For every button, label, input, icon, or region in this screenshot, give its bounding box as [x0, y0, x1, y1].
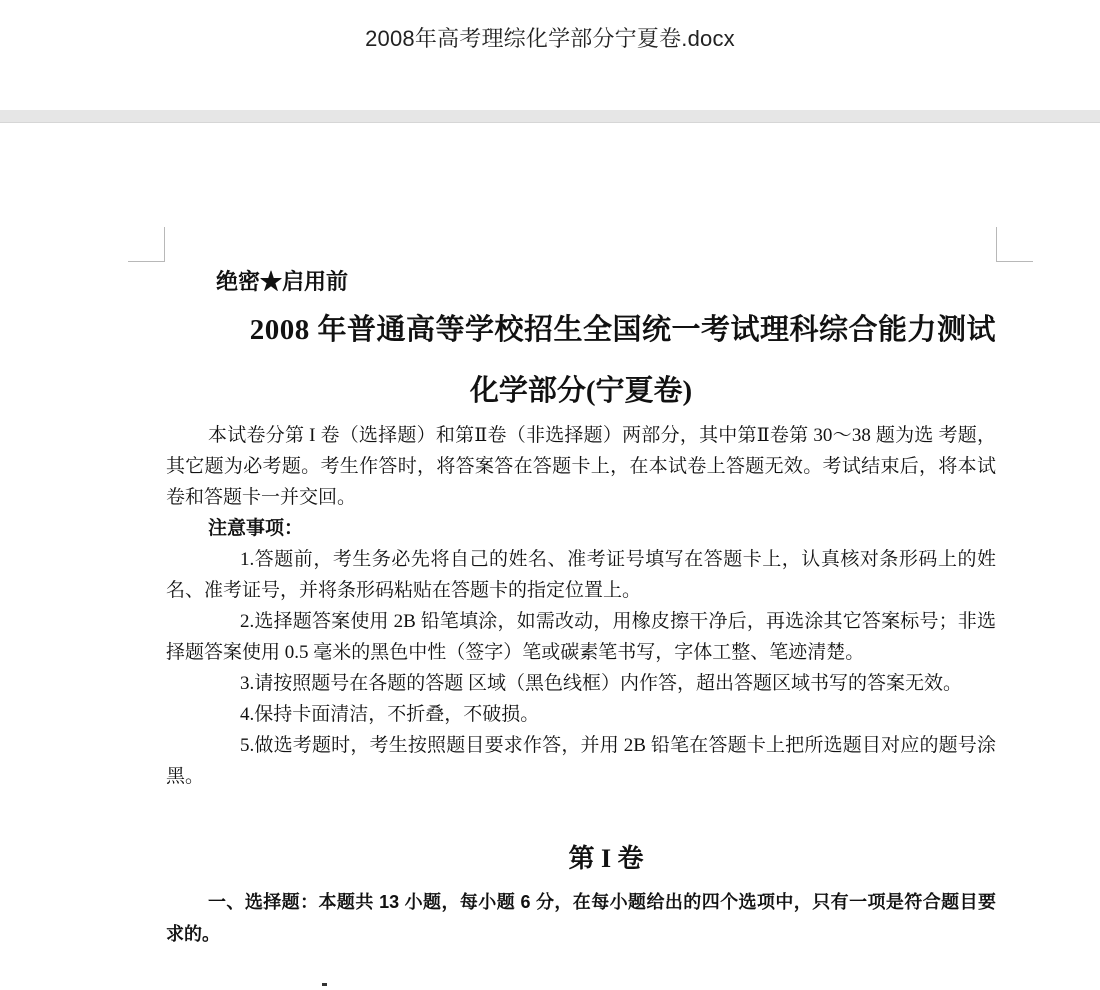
title-bar [0, 0, 1100, 110]
notice-item: 4.保持卡面清洁，不折叠，不破损。 [240, 704, 540, 725]
document-filename: 2008年高考理综化学部分宁夏卷.docx [365, 26, 735, 51]
confidential-label: 绝密★启用前 [216, 269, 349, 294]
exam-title: 2008 年普通高等学校招生全国统一考试理科综合能力测试 [249, 314, 996, 346]
document-page[interactable] [0, 123, 1100, 990]
notice-heading: 注意事项： [208, 518, 304, 539]
question-heading: 一、选择题：本题共 13 小题，每小题 6 分，在每小题给出的四个选项中，只有一项是符合题目要求的。 [166, 892, 996, 944]
margin-corner-top-left [128, 227, 165, 262]
notice-item: 1.答题前，考生务必先将自己的姓名、准考证号填写在答题卡上，认真核对条形码上的姓名、准考证号，并将条形码粘贴在答题卡的指定位置上。 [166, 549, 996, 601]
notice-item: 5.做选考题时，考生按照题目要求作答，并用 2B 铅笔在答题卡上把所选题目对应的题号涂黑。 [166, 735, 996, 787]
text-fragment [322, 983, 327, 986]
exam-subtitle: 化学部分(宁夏卷) [469, 375, 693, 407]
notice-item: 2.选择题答案使用 2B 铅笔填涂，如需改动，用橡皮擦干净后，再选涂其它答案标号；非选择题答案使用 0.5 毫米的黑色中性（签字）笔或碳素笔书写，字体工整、笔迹清楚。 [166, 611, 996, 663]
notice-list [166, 544, 996, 792]
notice-item: 3.请按照题号在各题的答题 区域（黑色线框）内作答，超出答题区域书写的答案无效。 [240, 673, 963, 694]
section-title: 第 I 卷 [568, 844, 644, 873]
intro-paragraph: 本试卷分第 I 卷（选择题）和第Ⅱ卷（非选择题）两部分，其中第Ⅱ卷第 30～38 题为选 考题，其它题为必考题。考生作答时，将答案答在答题卡上，在本试卷上答题无效。考试结束后，将本试卷和答题卡一并交回。 [166, 425, 996, 508]
toolbar-divider [0, 110, 1100, 123]
margin-corner-top-right [996, 227, 1033, 262]
intro-block [166, 420, 996, 513]
